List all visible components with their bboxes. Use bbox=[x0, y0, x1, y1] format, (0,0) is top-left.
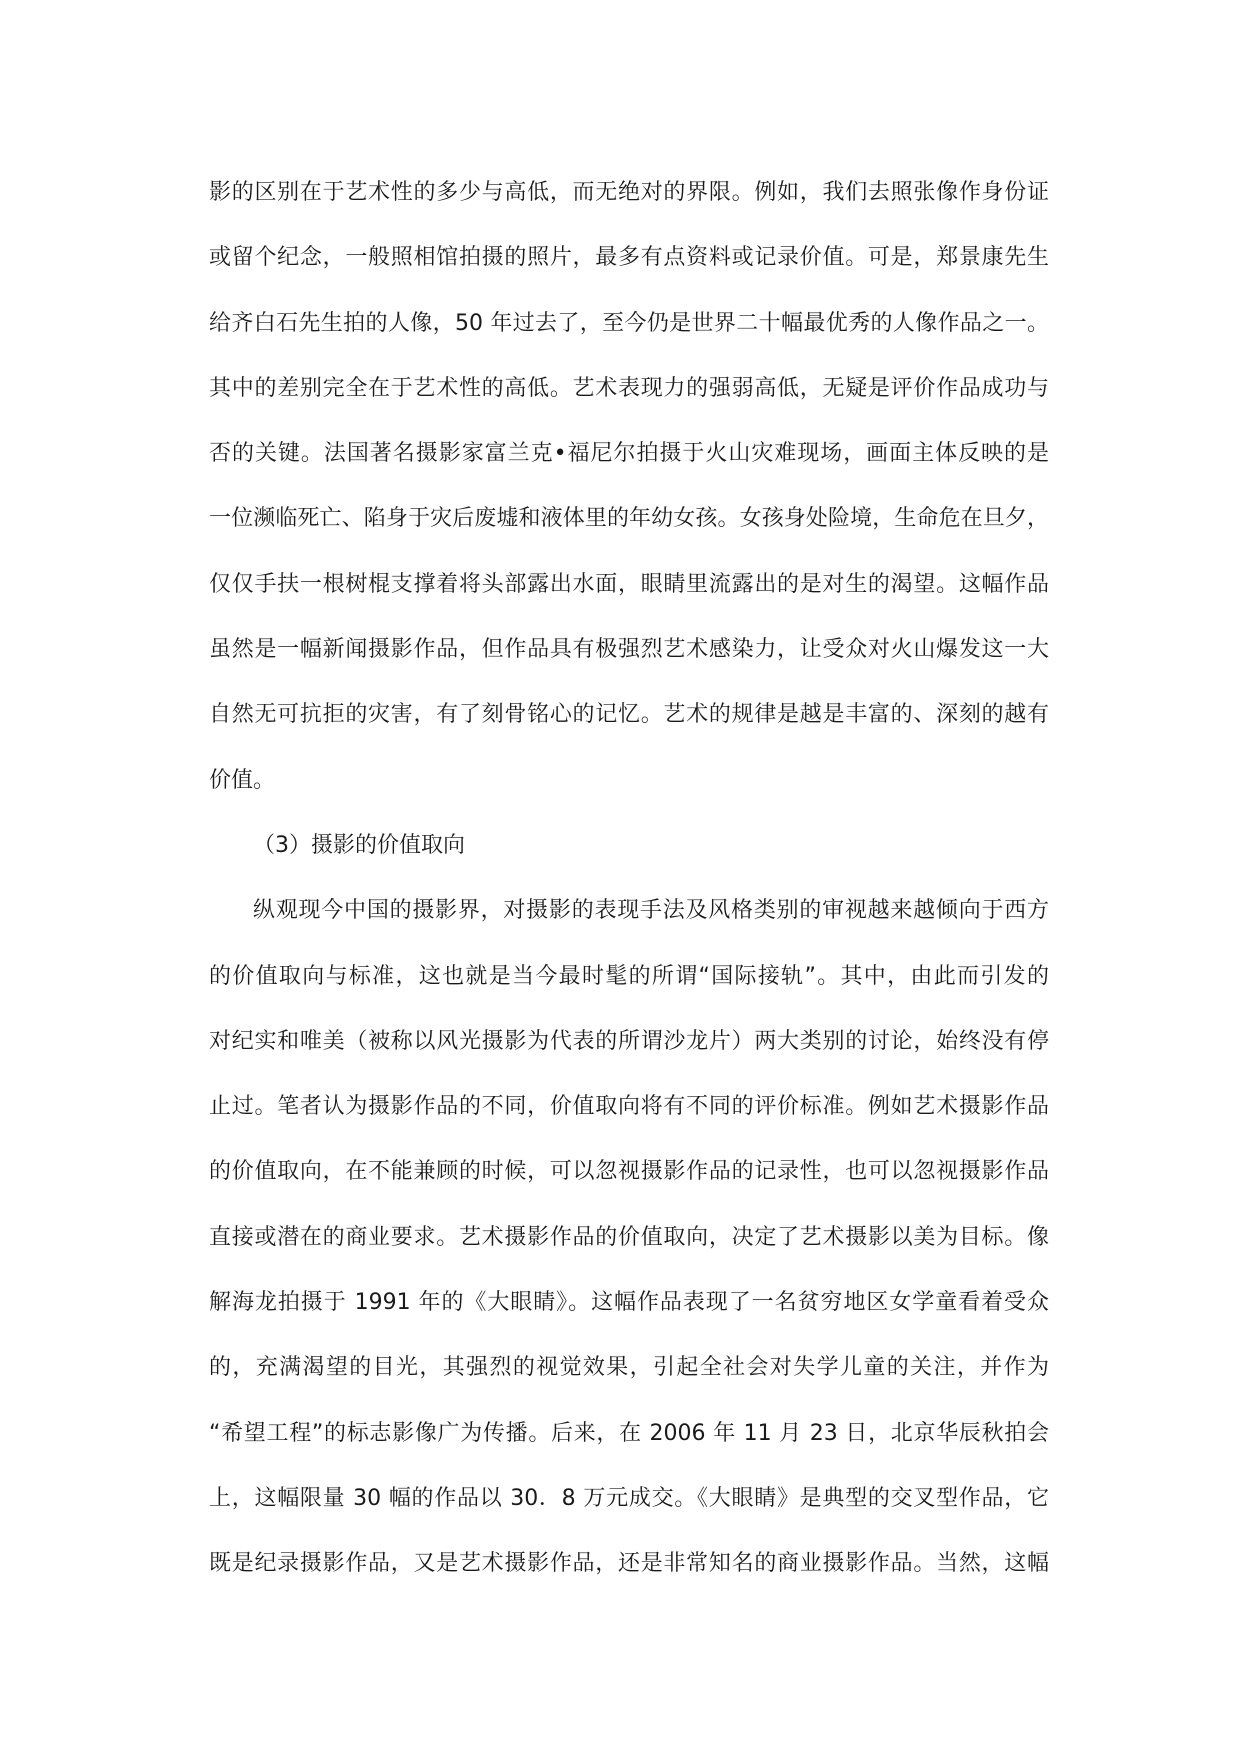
text-line: 否的关键。法国著名摄影家富兰克•福尼尔拍摄于火山灾难现场，画面主体反映的是 bbox=[209, 441, 1049, 467]
text-line: 止过。笔者认为摄影作品的不同，价值取向将有不同的评价标准。例如艺术摄影作品 bbox=[209, 1094, 1049, 1120]
text-line: 解海龙拍摄于 1991 年的《大眼睛》。这幅作品表现了一名贫穷地区女学童看着受众 bbox=[209, 1290, 1049, 1316]
text-line: 或留个纪念，一般照相馆拍摄的照片，最多有点资料或记录价值。可是，郑景康先生 bbox=[209, 245, 1049, 271]
text-line: 的价值取向与标准，这也就是当今最时髦的所谓“国际接轨”。其中，由此而引发的 bbox=[209, 963, 1049, 989]
text-line: 既是纪录摄影作品，又是艺术摄影作品，还是非常知名的商业摄影作品。当然，这幅 bbox=[209, 1551, 1049, 1577]
text-line: 上，这幅限量 30 幅的作品以 30．8 万元成交。《大眼睛》是典型的交叉型作品，它 bbox=[209, 1485, 1049, 1511]
text-line: 一位濒临死亡、陷身于灾后废墟和液体里的年幼女孩。女孩身处险境，生命危在旦夕， bbox=[209, 506, 1049, 532]
text-line: 价值。 bbox=[209, 767, 276, 793]
section-heading: （3）摄影的价值取向 bbox=[253, 832, 465, 858]
text-line: “希望工程”的标志影像广为传播。后来，在 2006 年 11 月 23 日，北京华辰秋拍会 bbox=[209, 1420, 1049, 1446]
text-line: 自然无可抗拒的灾害，有了刻骨铭心的记忆。艺术的规律是越是丰富的、深刻的越有 bbox=[209, 702, 1049, 728]
text-line: 对纪实和唯美（被称以风光摄影为代表的所谓沙龙片）两大类别的讨论，始终没有停 bbox=[209, 1028, 1049, 1054]
text-line: 直接或潜在的商业要求。艺术摄影作品的价值取向，决定了艺术摄影以美为目标。像 bbox=[209, 1224, 1049, 1250]
body-text bbox=[209, 160, 1049, 1597]
text-line: 的，充满渴望的目光，其强烈的视觉效果，引起全社会对失学儿童的关注，并作为 bbox=[209, 1355, 1049, 1381]
text-line: 给齐白石先生拍的人像，50 年过去了，至今仍是世界二十幅最优秀的人像作品之一。 bbox=[209, 310, 1049, 336]
text-line: 影的区别在于艺术性的多少与高低，而无绝对的界限。例如，我们去照张像作身份证 bbox=[209, 180, 1049, 205]
text-line: 仅仅手扶一根树棍支撑着将头部露出水面，眼睛里流露出的是对生的渴望。这幅作品 bbox=[209, 571, 1049, 597]
text-line: 虽然是一幅新闻摄影作品，但作品具有极强烈艺术感染力，让受众对火山爆发这一大 bbox=[209, 637, 1049, 663]
text-line: 纵观现今中国的摄影界，对摄影的表现手法及风格类别的审视越来越倾向于西方 bbox=[253, 898, 1049, 924]
text-line: 的价值取向，在不能兼顾的时候，可以忽视摄影作品的记录性，也可以忽视摄影作品 bbox=[209, 1159, 1049, 1185]
text-line: 其中的差别完全在于艺术性的高低。艺术表现力的强弱高低，无疑是评价作品成功与 bbox=[209, 375, 1049, 401]
